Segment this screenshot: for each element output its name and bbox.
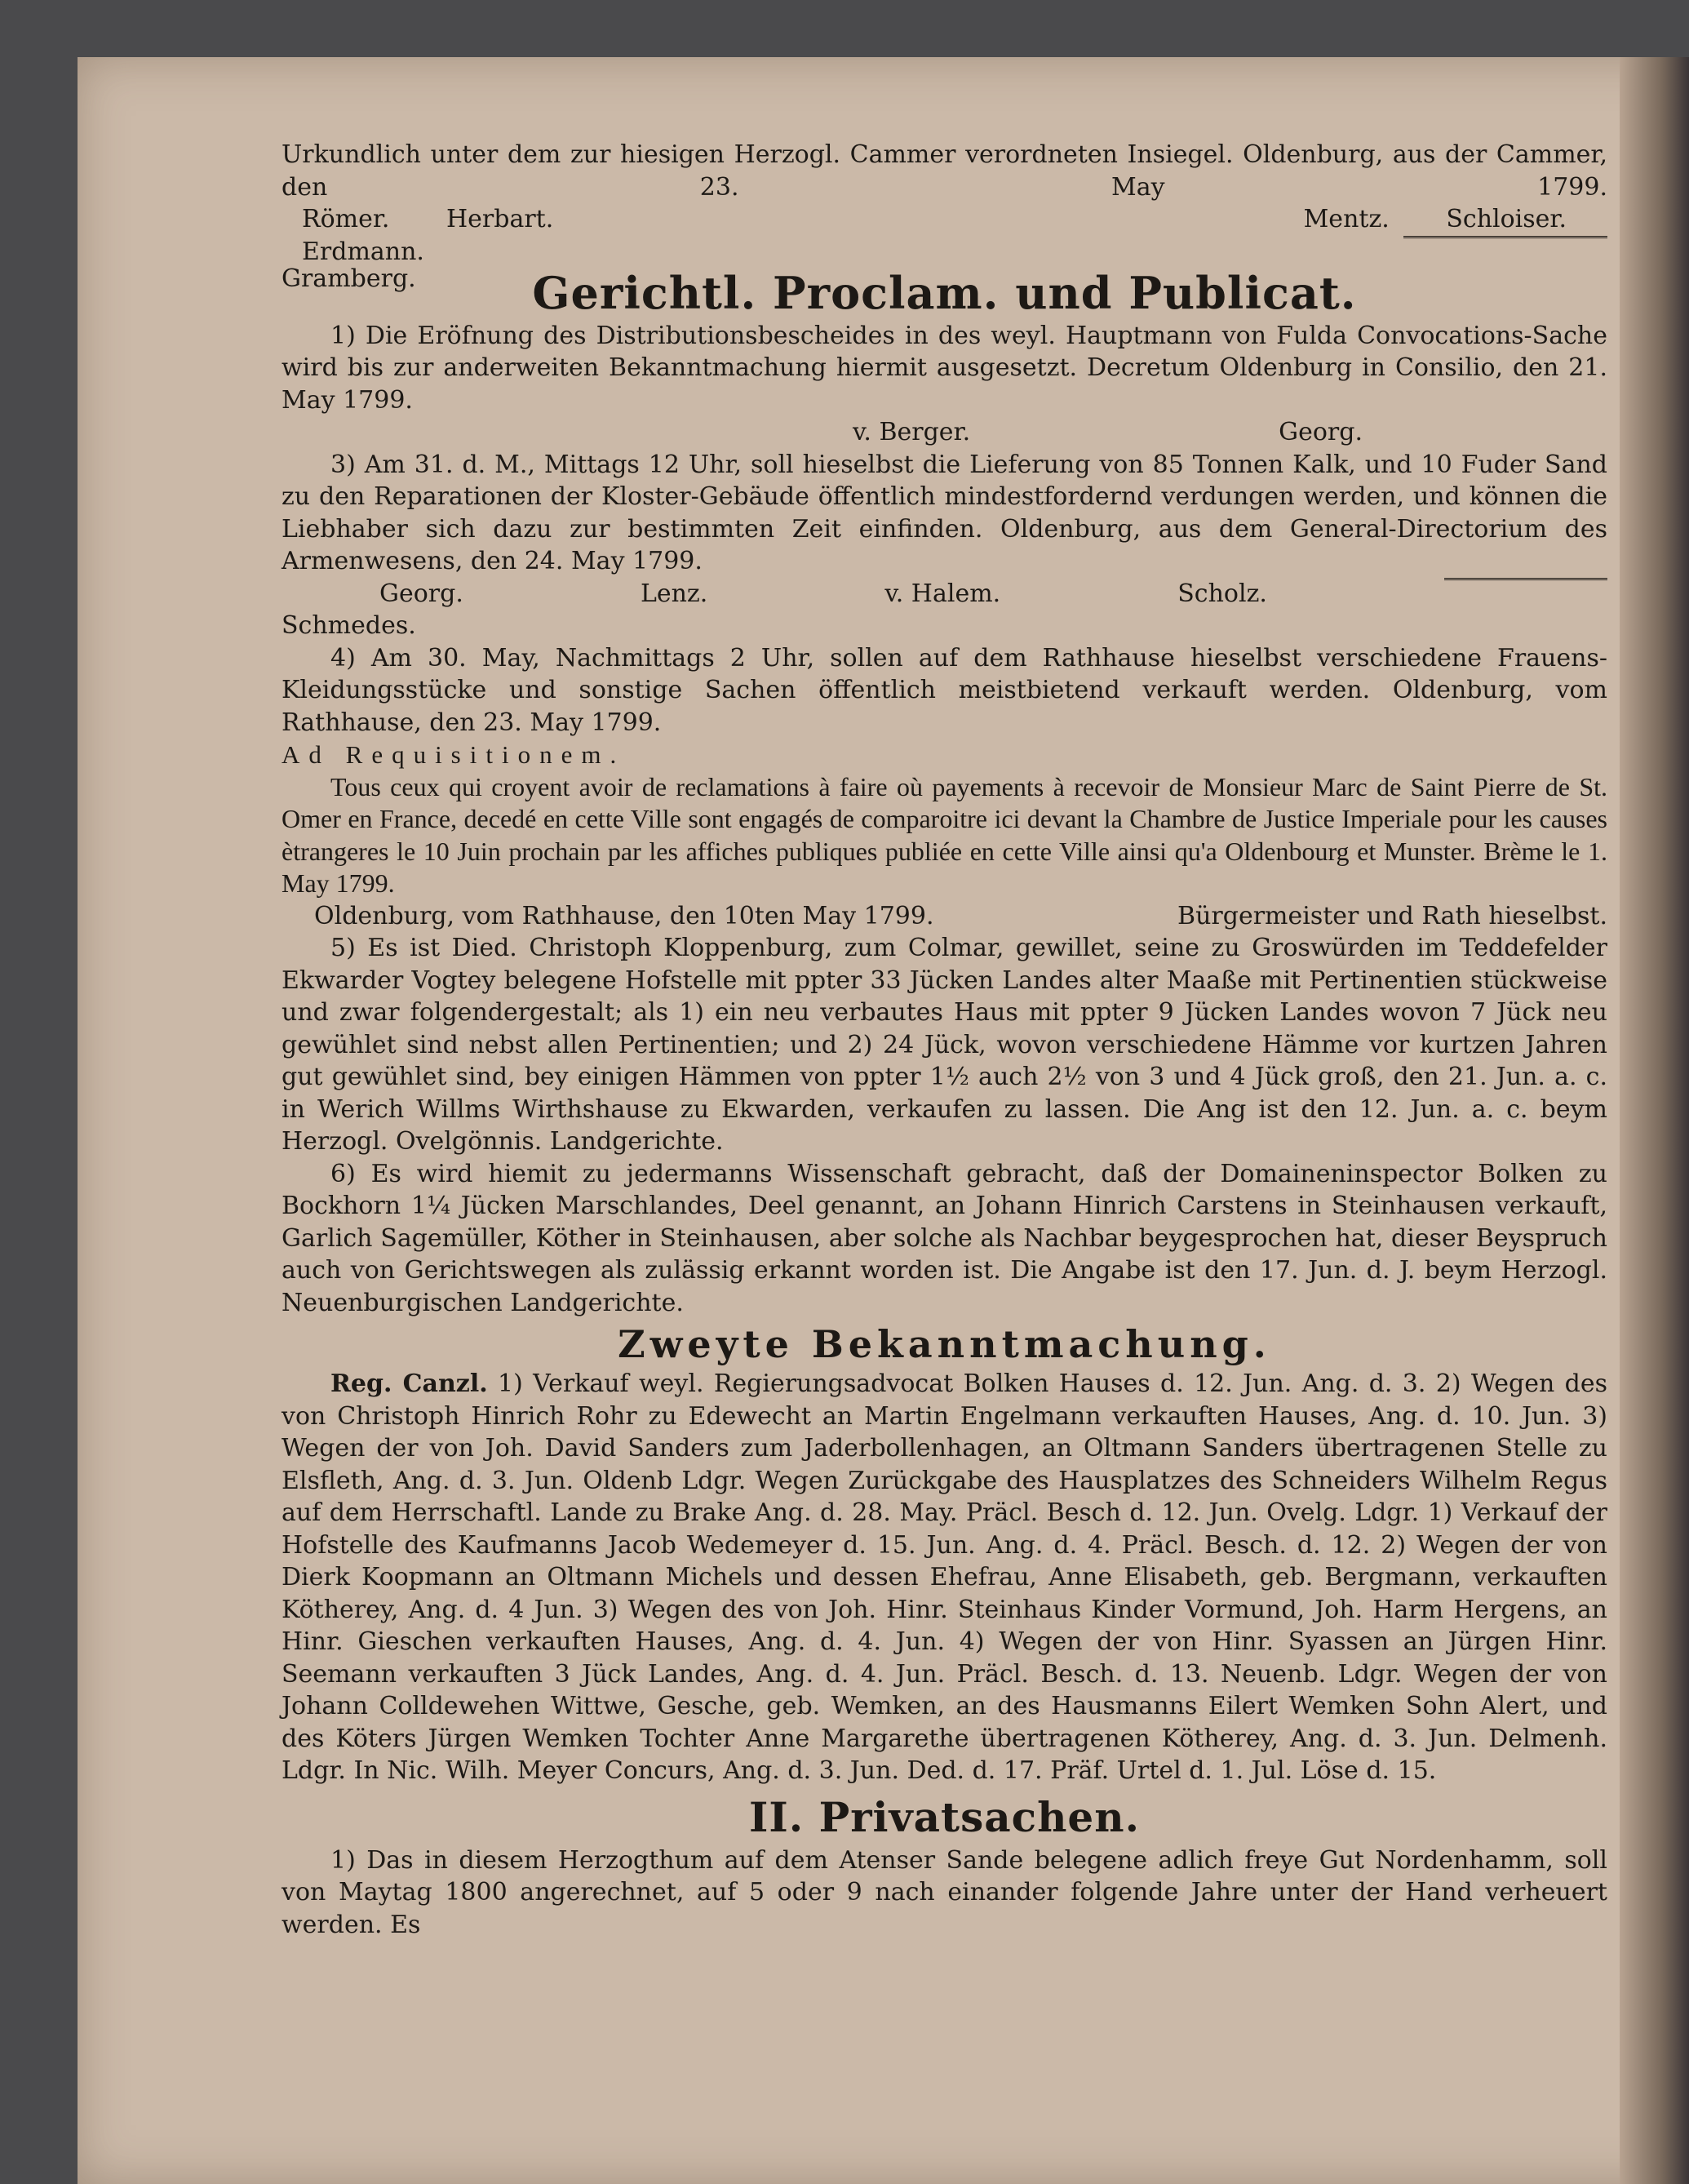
notice-paragraph: 5) Es ist Died. Christoph Kloppenburg, zum Colmar, gewillet, seine zu Groswürden im Teddefelder Ekwarder Vogtey belegene Hofstelle mit ppter 33 Jücken Landes alter Maaße mit Pertinentien stückweise und zwar folgendergestalt; als 1) ein neu verbautes Haus mit ppter 9 Jücken Landes wovon 7 Jück neu gewühlet sind nebst allen Pertinentien; und 2) 24 Jück, wovon verschiedene Hämme vor kurtzen Jahren gut gewühlet sind, bey einigen Hämmen von ppter 1½ auch 2½ von 3 und 4 Jück groß, den 21. Jun. a. c. in Werich Willms Wirthshause zu Ekwarden, verkaufen zu lassen. Die Ang ist den 12. Jun. a. c. beym Herzogl. Ovelgönnis. Landgerichte.: [282, 934, 1607, 1156]
text-column: [282, 139, 1607, 1941]
signer: Georg.: [379, 579, 463, 608]
header-line: Urkundlich unter dem zur hiesigen Herzogl. Cammer verordneten Insiegel. Oldenburg, aus der Cammer, den 23. May 1799.: [282, 140, 1607, 202]
signer: Mentz.: [1303, 205, 1390, 233]
lead-label: Reg. Canzl.: [330, 1369, 488, 1398]
header-signers-row: [282, 203, 1607, 236]
notice-signers: [282, 578, 1607, 610]
section-heading: Gerichtl. Proclam. und Publicat.: [532, 266, 1357, 319]
signer: v. Halem.: [884, 579, 1001, 608]
section-heading: II. Privatsachen.: [749, 1792, 1140, 1841]
notice-paragraph: 1) Die Eröfnung des Distributionsbescheides in des weyl. Hauptmann von Fulda Convocations-Sache wird bis zur anderweiten Bekanntmachung hiermit ausgesetzt. Decretum Oldenburg in Consilio, den 21. May 1799.: [282, 321, 1607, 415]
divider-rule: [1444, 578, 1607, 610]
notice-paragraph: 1) Das in diesem Herzogthum auf dem Atenser Sande belegene adlich freye Gut Nordenhamm, soll von Maytag 1800 angerechnet, auf 5 oder 9 nach einander folgende Jahre unter der Hand verheuert werden. Es: [282, 1845, 1607, 1939]
notice-paragraph: 4) Am 30. May, Nachmittags 2 Uhr, sollen auf dem Rathhause hieselbst verschiedene Frauens-Kleidungsstücke und sonstige Sachen öffentlich meistbietend verkauft werden. Oldenburg, vom Rathhause, den 23. May 1799.: [282, 643, 1607, 737]
notice-signers: [282, 416, 1607, 449]
signer: Georg.: [1279, 418, 1363, 446]
signer: Lenz.: [640, 579, 708, 608]
signer: Scholz.: [1177, 579, 1267, 608]
signer: v. Berger.: [853, 418, 971, 446]
french-notice: Tous ceux qui croyent avoir de reclamations à faire où payements à recevoir de Monsieur Marc de Saint Pierre de St. Omer en France, decedé en cette Ville sont engagés de comparoitre ici devant la Chambre de Justice Imperiale pour les causes ètrangeres le 10 Juin prochain par les affiches publiques publiée en cette Ville ainsi qu'a Oldenbourg et Munster. Brème le 1. May 1799.: [282, 771, 1607, 898]
signer: Römer.: [302, 205, 390, 233]
signer-gramberg: Gramberg.: [282, 264, 416, 293]
signer: Schloiser.: [1446, 205, 1567, 233]
rathhaus-line: Oldenburg, vom Rathhause, den 10ten May 1799. Bürgermeister und Rath hieselbst.: [314, 901, 1607, 930]
section-heading: Zweyte Bekanntmachung.: [618, 1322, 1271, 1366]
signer: Herbart.: [446, 205, 554, 233]
signer-schmedes: Schmedes.: [282, 611, 416, 640]
announcement-paragraph: Reg. Canzl. 1) Verkauf weyl. Regierungsadvocat Bolken Hauses d. 12. Jun. Ang. d. 3. 2) Wegen des von Christoph Hinrich Rohr zu Edewecht an Martin Engelmann verkauften Hauses, Ang. d. 10. Jun. 3) Wegen der von Joh. David Sanders zum Jaderbollenhagen, an Oltmann Sanders übertragenen Stelle zu Elsfleth, Ang. d. 3. Jun. Oldenb Ldgr. Wegen Zurückgabe des Hausplatzes des Schneiders Wilhelm Regus auf dem Herrschaftl. Lande zu Brake Ang. d. 28. May. Präcl. Besch d. 12. Jun. Ovelg. Ldgr. 1) Verkauf der Hofstelle des Kaufmanns Jacob Wedemeyer d. 15. Jun. Ang. d. 4. Präcl. Besch. d. 12. 2) Wegen der von Dierk Koopmann an Oltmann Michels und dessen Ehefrau, Anne Elisabeth, geb. Bergmann, verkauften Kötherey, Ang. d. 4 Jun. 3) Wegen des von Joh. Hinr. Steinhaus Kinder Vormund, Joh. Harm Hergens, an Hinr. Gieschen verkauften Hauses, Ang. d. 4. Jun. 4) Wegen der von Hinr. Syassen an Jürgen Hinr. Seemann verkauften 3 Jück Landes, Ang. d. 4. Jun. Präcl. Besch. d. 13. Neuenb. Ldgr. Wegen der von Johann Colldewehen Wittwe, Gesche, geb. Wemken, an des Hausmanns Eilert Wemken Sohn Alert, und des Köters Jürgen Wemken Tochter Anne Margarethe übertragenen Kötherey, Ang. d. 3. Jun. Delmenh. Ldgr. In Nic. Wilh. Meyer Concurs, Ang. d. 3. Jun. Ded. d. 17. Präf. Urtel d. 1. Jul. Löse d. 15.: [282, 1369, 1607, 1785]
signer: Erdmann.: [302, 237, 424, 266]
notice-paragraph: 3) Am 31. d. M., Mittags 12 Uhr, soll hieselbst die Lieferung von 85 Tonnen Kalk, und 10 Fuder Sand zu den Reparationen der Kloster-Gebäude öffentlich mindestfordernd verdungen werden, und können die Liebhaber sich dazu zur bestimmten Zeit einfinden. Oldenburg, aus dem General-Directorium des Armenwesens, den 24. May 1799.: [282, 450, 1607, 575]
divider-rule: [1403, 236, 1607, 269]
notice-paragraph: 6) Es wird hiemit zu jedermanns Wissenschaft gebracht, daß der Domaineninspector Bolken zu Bockhorn 1¼ Jücken Marschlandes, Deel genannt, an Johann Hinrich Carstens in Steinhausen verkauft, Garlich Sagemüller, Köther in Steinhausen, aber solche als Nachbar beygesprochen hat, dieser Beyspruch auch von Gerichtswegen als zulässig erkannt worden ist. Die Angabe ist den 17. Jun. d. J. beym Herzogl. Neuenburgischen Landgerichte.: [282, 1159, 1607, 1317]
ad-requisitionem: Ad Requisitionem.: [282, 740, 626, 769]
page-gutter: [1620, 57, 1689, 2184]
